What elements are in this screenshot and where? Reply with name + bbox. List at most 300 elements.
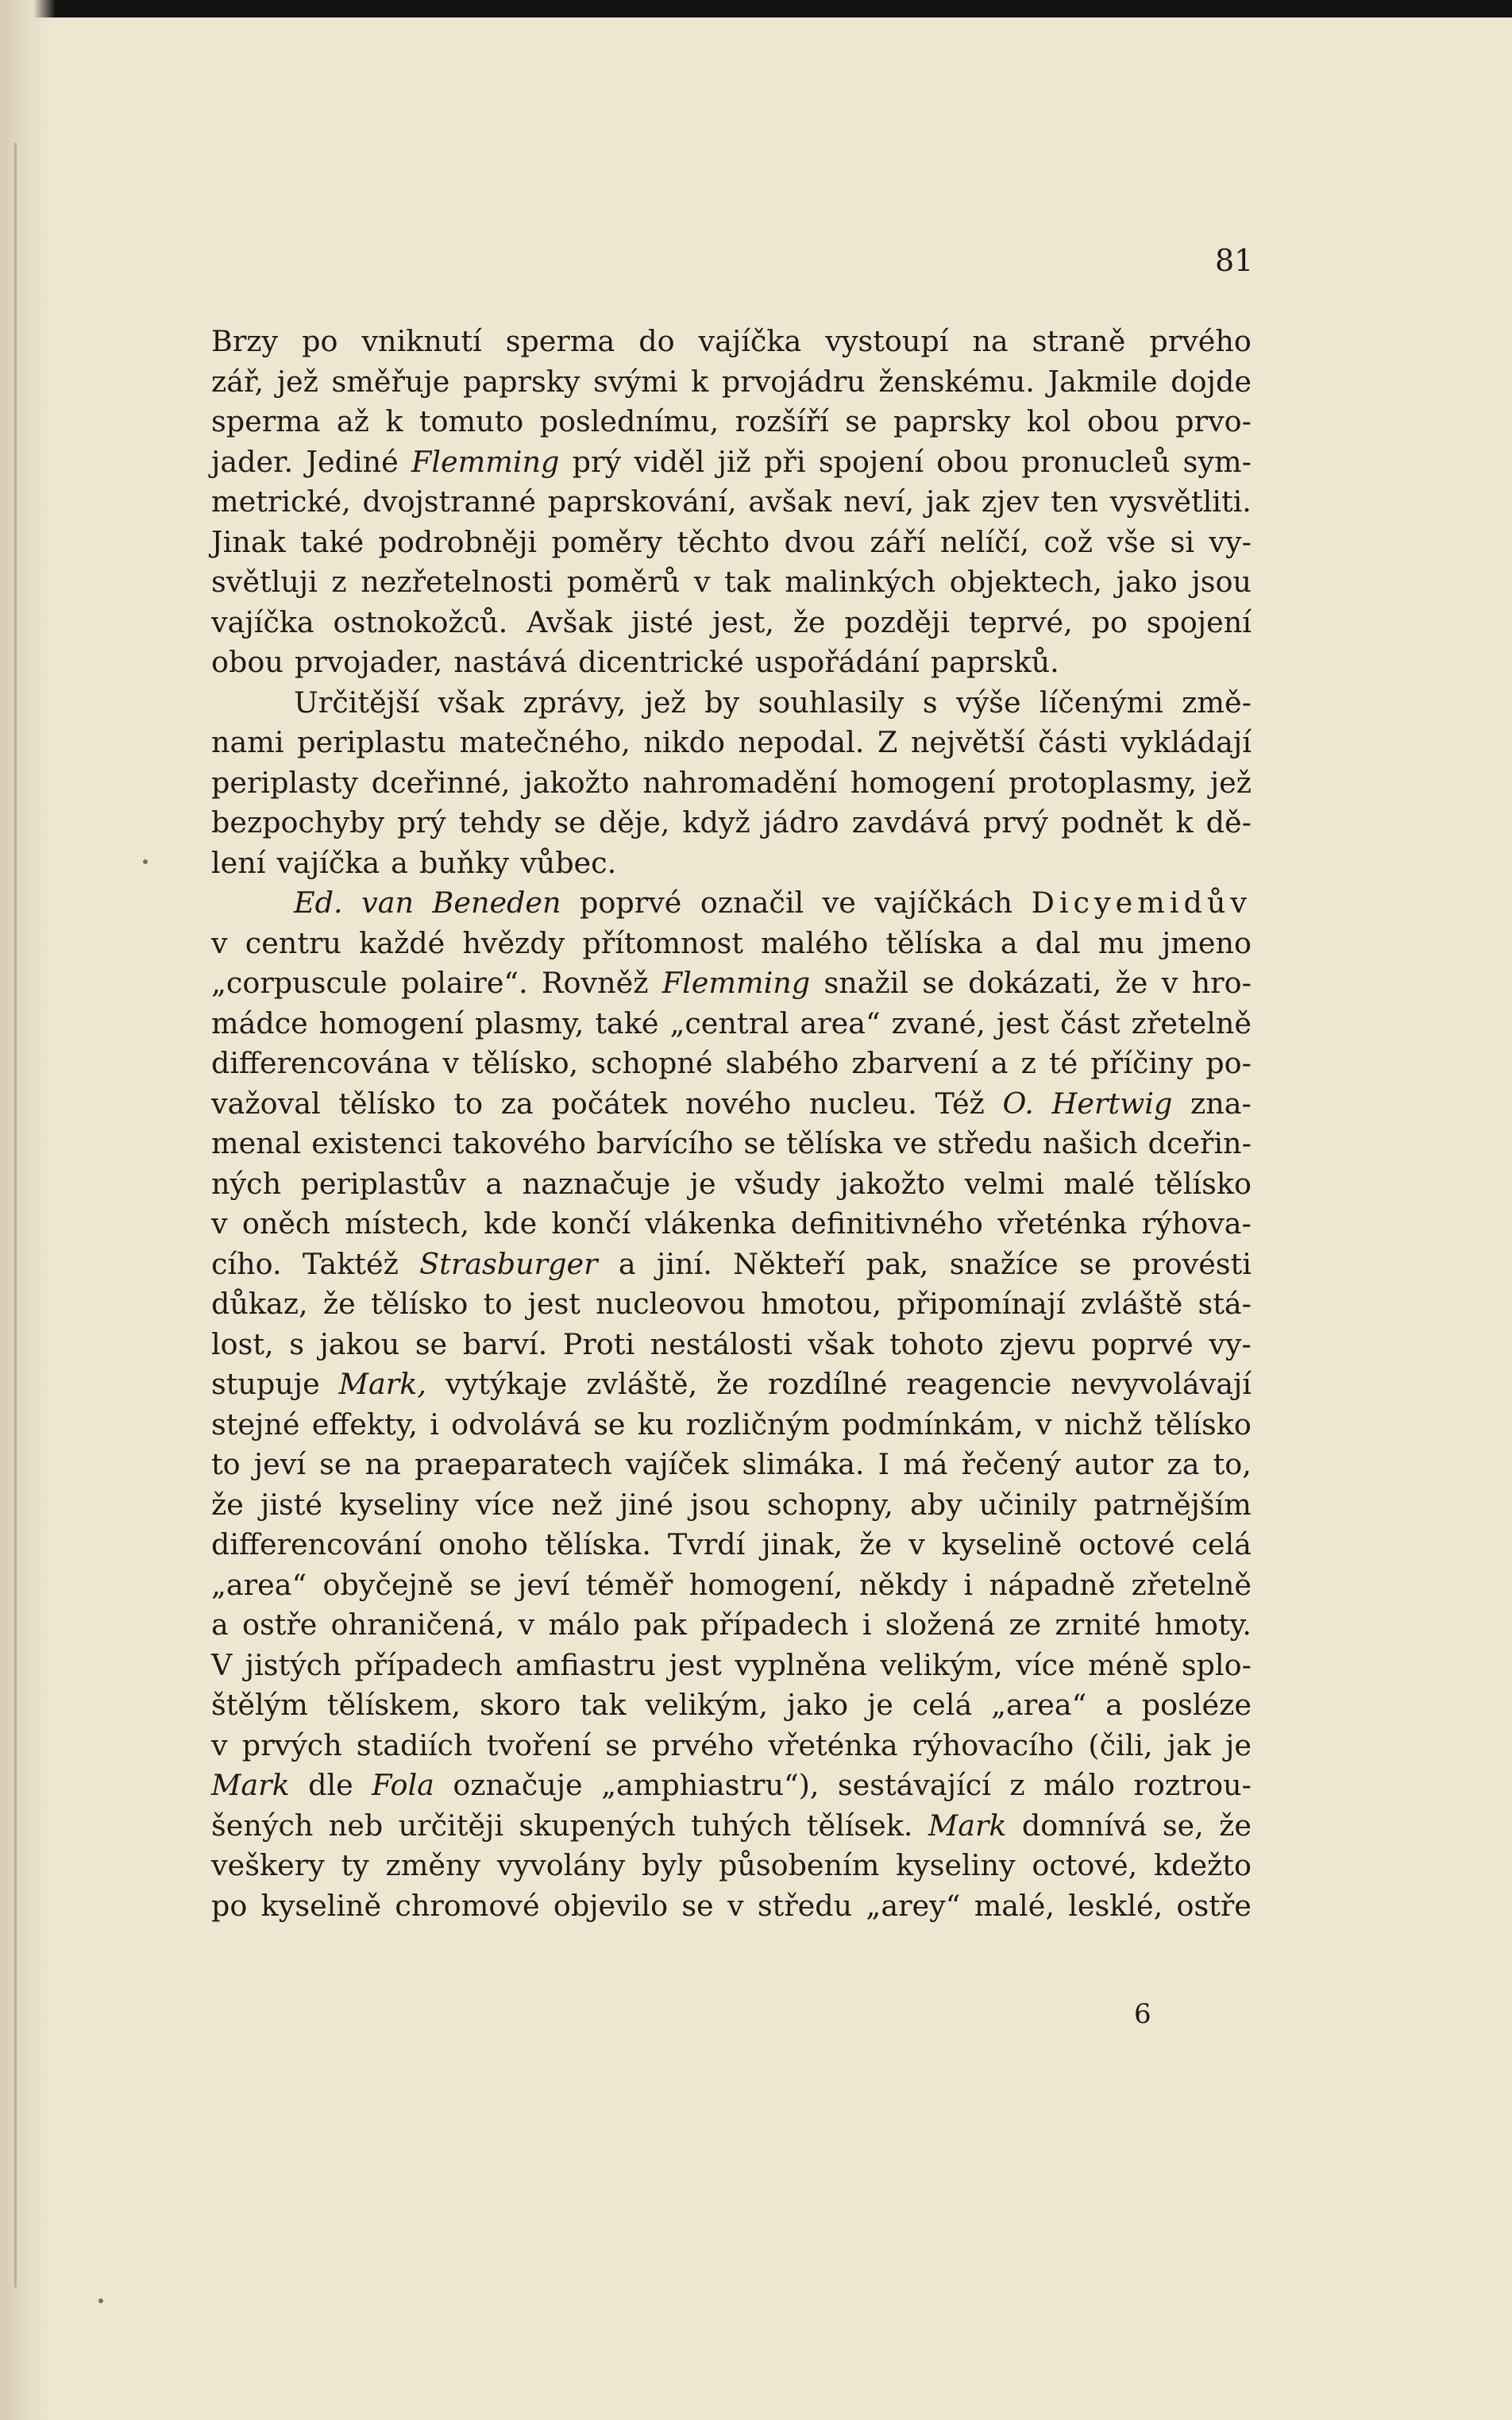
word: homogení [850,765,996,800]
word: má [903,1447,948,1481]
word: jak [925,484,970,519]
word: vřeténka [997,1206,1128,1241]
word: tělísko [338,1086,436,1121]
word: Někteří [733,1246,846,1281]
word: dicentrické [578,645,744,679]
word: obyčejně [322,1567,453,1602]
word: jiné [619,1487,674,1522]
word: v [211,925,228,960]
sheet-signature: 6 [1134,1998,1151,2030]
word: se [922,966,955,1000]
word: ostře [1176,1888,1252,1923]
word: I [878,1447,890,1481]
word: rozšíří [735,404,829,438]
word: tělísek. [806,1808,913,1843]
word: nepodal. [738,725,865,759]
word: když [682,805,750,839]
word: nucleovou [596,1287,746,1321]
word: ty [341,1848,369,1882]
word: po [1091,604,1128,639]
word: obou [211,645,284,679]
word: to [211,1447,241,1481]
word: definitivného [790,1206,983,1241]
word: dvou [784,524,856,559]
text-line [211,1245,1252,1285]
word: k [1175,805,1194,839]
word: ve [822,886,856,920]
word: již [717,444,751,479]
word: že [211,1487,244,1522]
word: provésti [1132,1246,1252,1281]
word: paprskování, [547,484,737,519]
word: jsou [690,1487,750,1522]
text-line [211,1766,1252,1806]
word: se, [1162,1808,1204,1843]
word: Flemming [411,444,560,479]
word: Mark, [338,1367,426,1401]
word: a [1000,925,1018,960]
word: vajíčka [276,845,380,880]
word: snažíce [949,1246,1059,1281]
word: se [469,1567,502,1602]
word: tak [724,565,771,599]
word: prvojádru [721,364,866,399]
word: líčenými [1039,685,1163,720]
word: téměř [585,1567,673,1602]
word: lost, [211,1326,274,1361]
word: jež [276,364,318,399]
word: si [1170,524,1195,559]
word: v [518,1608,535,1642]
word: mu [1097,925,1144,960]
word: slimáka. [742,1447,865,1481]
word: počátek [551,1086,668,1121]
word: jisté [260,1487,323,1522]
word: v [1035,1407,1052,1442]
word: skupených [519,1808,676,1843]
word: domnívá [1021,1808,1148,1843]
word: vyplněna [735,1647,867,1682]
word: prý [572,444,622,479]
text-line [211,1204,1252,1245]
word: autor [1074,1447,1154,1481]
word: tělísko [1154,1166,1252,1201]
word: což [1043,524,1094,559]
word: i [963,1567,974,1602]
word: schopny, [766,1487,893,1522]
word: dal [1035,925,1081,960]
word: vajíčkách [874,886,1013,920]
word: poprvé [1091,1326,1194,1361]
word: řečený [961,1447,1061,1481]
word: tělísko [370,1287,469,1321]
word: celá [1191,1527,1252,1561]
word: než [551,1487,603,1522]
word: z [1020,1046,1036,1080]
word: tělísko [1154,1407,1252,1442]
word: jako [1116,565,1178,599]
word: paprsky [463,364,580,399]
word: ze [1009,1608,1042,1642]
word: „area“ [991,1688,1087,1722]
word: se [1079,1246,1112,1281]
text-line [211,1284,1252,1325]
word: tělíska [885,925,983,960]
word: tělísko, [472,1046,579,1080]
word: působením [718,1848,880,1882]
word: že [322,1287,356,1321]
word: periplasty [211,765,358,800]
word: lení [211,845,266,880]
word: že [1219,1808,1252,1843]
text-line [211,1445,1252,1485]
scan-top-border [0,0,1512,17]
word: byly [641,1848,703,1882]
word: důkaz, [211,1287,308,1321]
word: obou [1086,404,1159,438]
word: je [866,1688,893,1722]
word: naznačuje [522,1166,671,1201]
word: že [1115,966,1148,1000]
word: „central [669,1005,789,1040]
word: dceřin- [1148,1126,1252,1160]
word: se [415,1326,448,1361]
word: prvých [241,1727,342,1762]
word: tehdy [458,805,542,839]
word: připomínají [897,1287,1066,1321]
word: změ- [1182,685,1252,720]
word: hmotou, [761,1287,882,1321]
word: metrické, [211,484,351,519]
word: vystoupí [825,324,949,358]
word: se [605,1727,638,1762]
word: do [638,324,675,358]
word: vše [1107,524,1156,559]
word: Jediné [306,444,399,479]
word: vykládají [1120,725,1252,759]
word: O. [1002,1086,1034,1121]
word: je [689,1166,716,1201]
text-line [211,763,1252,804]
word: Též [935,1086,985,1121]
text-line [211,442,1252,483]
word: nelíčí, [939,524,1030,559]
word: jeví [253,1447,306,1481]
word: že [859,1527,893,1561]
word: děje, [598,805,670,839]
text-line [211,683,1252,724]
word: Ed. [294,886,343,920]
word: k [385,404,403,438]
word: jest [996,1005,1050,1040]
word: effekty, [311,1407,418,1442]
text-line [211,843,1252,884]
word: ohraničená, [330,1608,505,1642]
word: středu [937,1126,1032,1160]
word: tak [580,1688,627,1722]
text-line [211,1325,1252,1365]
word: stadiích [356,1727,472,1762]
word: zrnité [1055,1608,1141,1642]
word: jádro [762,805,839,839]
word: nevyvolávají [1070,1367,1252,1401]
word: z [1009,1768,1025,1802]
word: oněch [241,1206,330,1241]
word: vy- [1209,1326,1252,1361]
paper-speck [98,2298,103,2303]
word: kyseliny [896,1848,1016,1882]
text-line [211,523,1252,563]
word: rozličným [685,1407,830,1442]
word: jmeno [1161,925,1252,960]
word: kyselině [941,1527,1063,1561]
word: spojení [1146,604,1252,639]
word: menal [211,1126,302,1160]
word: ku [637,1407,674,1442]
word: cího. [211,1246,282,1281]
word: v [442,1046,459,1080]
word: nápadně [989,1567,1116,1602]
word: štělým [211,1688,308,1722]
word: hvězdy [462,925,565,960]
word: jest [669,1647,722,1682]
word: všudy [735,1166,820,1201]
text-line [211,482,1252,523]
word: to [483,1287,513,1321]
word: kde [484,1206,538,1241]
word: za [500,1086,534,1121]
text-line [211,603,1252,643]
word: skoro [479,1688,561,1722]
word: existenci [311,1126,442,1160]
word: „corpuscule [211,966,388,1000]
word: v [693,565,711,599]
paper-speck [143,859,148,864]
word: ten [1051,484,1099,519]
word: na [364,1447,401,1481]
word: objektech, [949,565,1102,599]
word: vajíčka [211,604,314,639]
text-line [211,723,1252,763]
word: však [438,685,504,720]
word: jsou [1191,565,1252,599]
word: kyseliny [339,1487,459,1522]
word: stupuje [211,1367,320,1401]
word: nového [685,1086,792,1121]
word: a [990,1046,1009,1080]
word: periplastův [300,1166,466,1201]
word: by [704,685,740,720]
word: a [485,1166,503,1201]
word: malého [761,925,869,960]
word: nucleu. [808,1086,917,1121]
word: sestávající [837,1768,991,1802]
word: se [319,1447,352,1481]
text-line [211,1806,1252,1847]
word: jak [1167,1727,1211,1762]
text-line [211,1886,1252,1927]
word: a [1105,1688,1123,1722]
word: dvojstranné [362,484,536,519]
text-line [211,1044,1252,1084]
word: to, [1213,1447,1252,1481]
word: vřeténka [768,1727,898,1762]
word: homogení [318,1005,464,1040]
word: celá [912,1688,973,1722]
word: málo [548,1608,620,1642]
word: periplastu [297,725,446,759]
word: Hertwig [1051,1086,1173,1121]
word: při [764,444,806,479]
word: nestálosti [650,1326,793,1361]
word: poměrů [566,565,681,599]
word: Proti [562,1326,635,1361]
word: v [211,1206,228,1241]
word: tuhých [691,1808,792,1843]
word: z [331,565,347,599]
word: Mark [211,1768,290,1802]
word: část [1060,1005,1120,1040]
word: po- [1205,1046,1252,1080]
word: barví. [462,1326,548,1361]
word: posléze [1141,1688,1252,1722]
word: kyselině [260,1888,382,1923]
word: Jinak [211,524,286,559]
word: a [391,845,408,880]
word: (čili, [1088,1727,1153,1762]
word: každé [359,925,446,960]
word: malé [1063,1166,1136,1201]
body-text [211,322,1252,1926]
word: také [300,524,364,559]
word: jeví [517,1567,570,1602]
word: van [361,886,415,920]
word: rýhova- [1141,1206,1252,1241]
word: případech [700,1608,849,1642]
word: jader. [211,444,294,479]
word: octové, [1032,1848,1138,1882]
word: buňky [418,845,510,880]
word: vy- [1209,524,1252,559]
word: učinily [978,1487,1078,1522]
word: straně [1032,324,1126,358]
text-line [211,883,1252,924]
word: po [302,324,338,358]
word: označil [700,886,804,920]
word: to [453,1086,484,1121]
word: výše [955,685,1021,720]
word: té [1048,1046,1078,1080]
word: „arey“ [866,1888,961,1923]
word: Flemming [662,966,811,1000]
word: plasmy, [474,1005,584,1040]
word: „area“ [211,1567,307,1602]
word: octové [1078,1527,1175,1561]
word: roztrou- [1133,1768,1252,1802]
text-line [211,402,1252,442]
word: složená [885,1608,996,1642]
word: pak [633,1608,687,1642]
word: sperma [211,404,321,438]
word: takového [452,1126,586,1160]
text-line [211,1726,1252,1766]
word: souhlasily [758,685,904,720]
word: malé, [974,1888,1055,1923]
word: označuje [453,1768,583,1802]
word: s [289,1326,304,1361]
word: pronucleů [1021,444,1171,479]
word: nezřetelnosti [361,565,554,599]
text-line [211,803,1252,843]
word: teprvé, [968,604,1073,639]
text-line [211,1124,1252,1164]
word: rýhovacího [912,1727,1074,1762]
word: Určitější [294,685,420,720]
word: onoho [438,1527,529,1561]
word: více [475,1487,535,1522]
word: nastává [453,645,568,679]
word: se [593,1407,626,1442]
word: differencována [211,1046,430,1080]
word: pak, [866,1246,929,1281]
word: bezpochyby [211,805,385,839]
word: Avšak [526,604,613,639]
text-line [211,1685,1252,1726]
word: tohoto [889,1326,984,1361]
word: jež [1209,765,1252,800]
word: dojde [1171,364,1252,399]
word: neb [328,1808,384,1843]
word: tělískem, [326,1688,461,1722]
word: později [844,604,950,639]
word: a [618,1246,636,1281]
word: těchto [677,524,770,559]
word: vajíčka [698,324,802,358]
word: zář, [211,364,264,399]
word: tvoření [486,1727,592,1762]
word: paprsky [893,404,1011,438]
word: září [870,524,926,559]
word: se [743,1126,776,1160]
word: barvícího [596,1126,734,1160]
word: veškery [211,1848,325,1882]
word: jisté [631,604,694,639]
word: jistých [245,1647,341,1682]
word: dceřinné, [371,765,511,800]
word: se [554,805,586,839]
word: s [922,685,938,720]
word: Fola [372,1768,434,1802]
word: se [681,1888,714,1923]
word: poslednímu, [539,404,719,438]
word: tomuto [418,404,524,438]
word: svými [593,364,678,399]
word: nikdo [643,725,725,759]
word: jakou [319,1326,400,1361]
word: k [691,364,709,399]
word: objevilo [553,1888,669,1923]
word: Jakmile [1047,364,1158,399]
text-line [211,924,1252,964]
word: mádce [211,1005,308,1040]
text-line [211,1485,1252,1526]
word: odvolává [451,1407,581,1442]
word: Brzy [211,324,279,358]
word: jinak, [762,1527,843,1561]
word: jakožto [523,765,630,800]
word: paprsků. [930,645,1059,679]
word: tělíska [785,1126,884,1160]
